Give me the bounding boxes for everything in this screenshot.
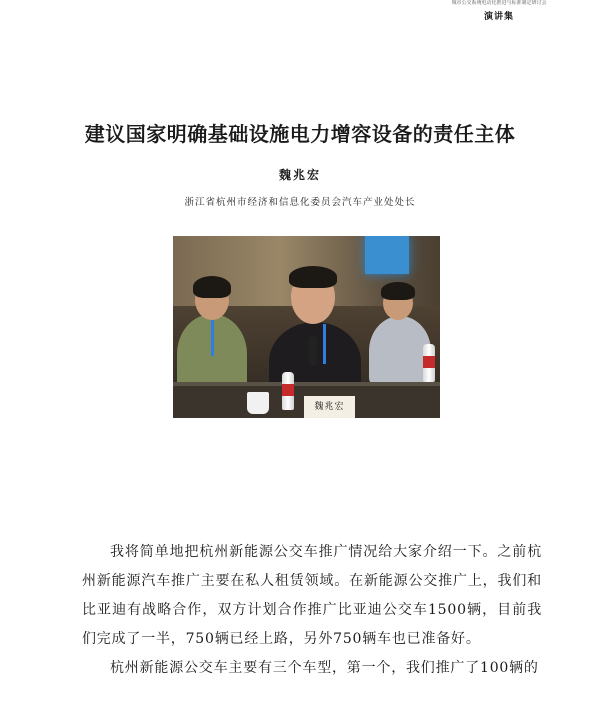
paper-cup (247, 392, 269, 414)
author-name: 魏兆宏 (278, 168, 321, 182)
article-title: 建议国家明确基础设施电力增容设备的责任主体 (84, 122, 516, 146)
water-bottle-2 (423, 344, 435, 382)
attendee-left-hair (193, 276, 231, 298)
running-header-text: 城市公交系统电动化推进与标准制定研讨会 (451, 0, 547, 6)
attendee-right (369, 316, 431, 386)
water-bottle (282, 372, 294, 410)
article-body (82, 538, 542, 683)
speaker-photo (173, 236, 440, 418)
body-paragraph-2: 杭州新能源公交车主要有三个车型，第一个，我们推广了100辆的 (110, 660, 539, 676)
author-affiliation: 浙江省杭州市经济和信息化委员会汽车产业处处长 (184, 197, 416, 208)
microphone (309, 336, 317, 366)
speaker-lanyard (323, 324, 326, 364)
photo-screen (365, 236, 409, 274)
attendee-left-lanyard (211, 320, 214, 356)
body-paragraph-1: 我将简单地把杭州新能源公交车推广情况给大家介绍一下。之前杭州新能源汽车推广主要在私人租赁领域。在新能源公交推广上，我们和比亚迪有战略合作，双方计划合作推广比亚迪公交车1500辆，目前我们完成了一半，750辆已经上路，另外750辆车也已准备好。 (82, 544, 542, 647)
speaker-hair (289, 266, 337, 288)
speaker-nameplate: 魏兆宏 (304, 396, 355, 418)
section-label: 演讲集 (483, 12, 514, 22)
running-header (424, 0, 574, 22)
attendee-right-hair (381, 282, 415, 300)
